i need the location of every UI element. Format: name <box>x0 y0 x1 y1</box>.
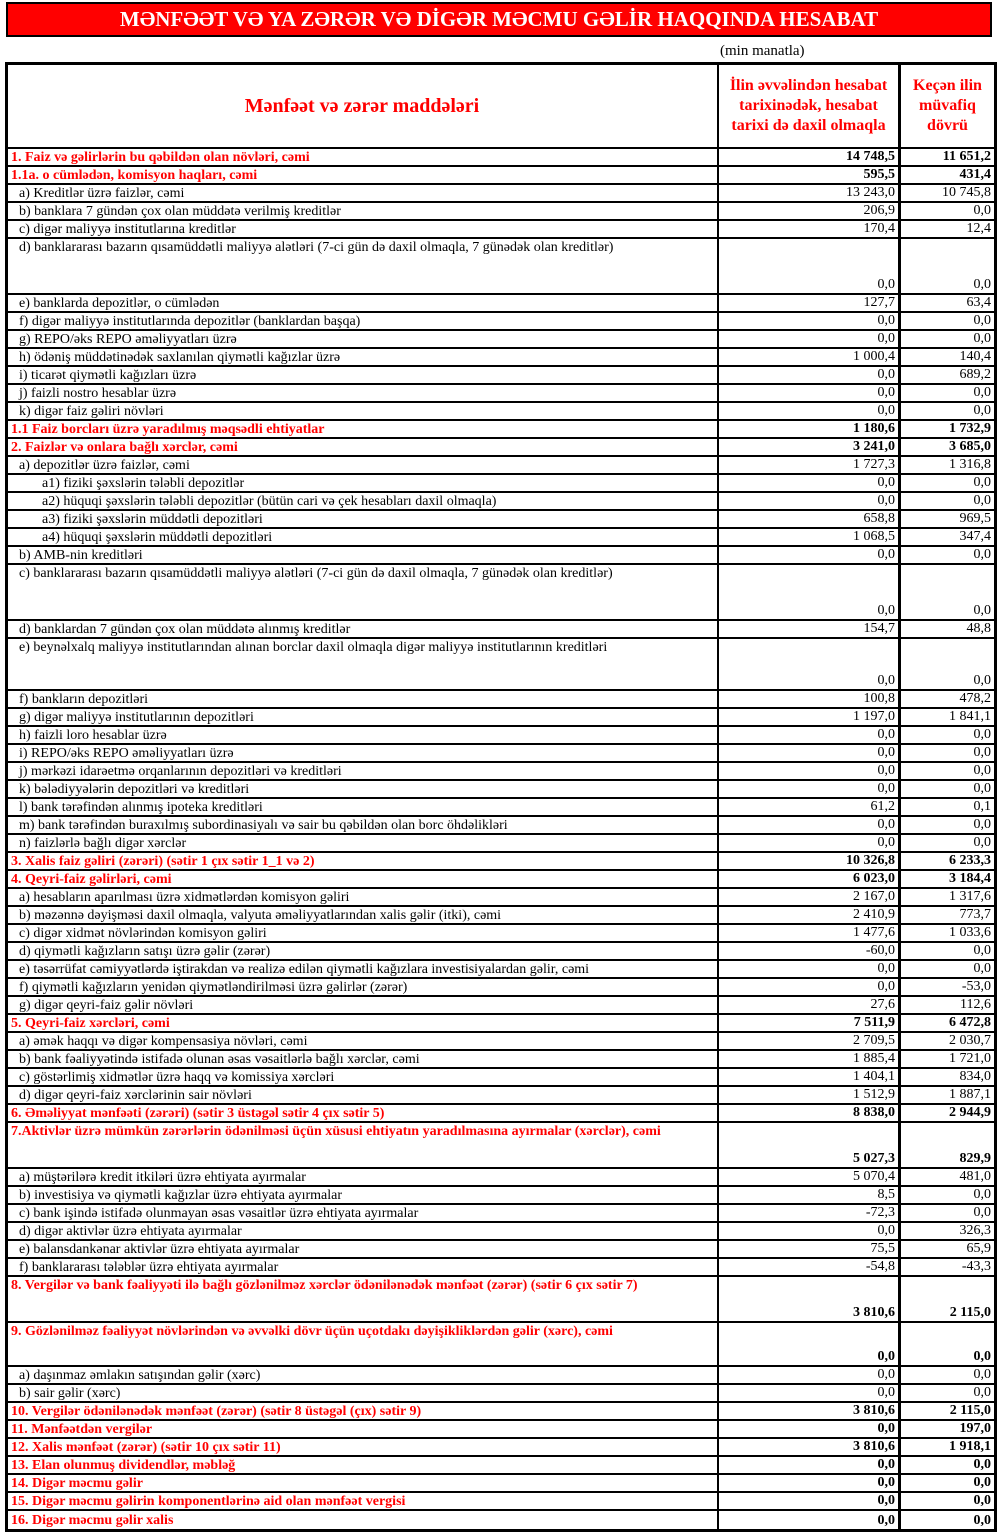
row-label: d) banklardan 7 gündən çox olan müddətə alınmış kreditlər <box>8 621 719 637</box>
table-row <box>8 979 994 997</box>
row-value-current: 1 404,1 <box>719 1069 901 1085</box>
table-row <box>8 1457 994 1475</box>
row-value-prior: 0,0 <box>973 835 991 850</box>
row-label: 11. Mənfəətdən vergilər <box>8 1421 719 1437</box>
row-label: g) REPO/əks REPO əməliyyatları üzrə <box>8 331 719 347</box>
row-value-current: 1 180,6 <box>719 421 901 437</box>
row-label: 5. Qeyri-faiz xərcləri, cəmi <box>8 1015 719 1031</box>
table-row <box>8 403 994 421</box>
row-value-prior: 0,0 <box>973 475 991 490</box>
table-row <box>8 203 994 221</box>
row-value-prior: 3 184,4 <box>949 871 991 886</box>
row-label: 14. Digər məcmu gəlir <box>8 1475 719 1491</box>
table-row <box>8 421 994 439</box>
row-value-current: 3 810,6 <box>719 1439 901 1455</box>
row-value-prior: 0,0 <box>973 1513 991 1528</box>
row-value-current: 1 000,4 <box>719 349 901 365</box>
row-value-current: -54,8 <box>719 1259 901 1275</box>
row-label: f) bankların depozitləri <box>8 691 719 707</box>
table-row <box>8 817 994 835</box>
row-label: 1. Faiz və gəlirlərin bu qəbildən olan növləri, cəmi <box>8 149 719 165</box>
table-row <box>8 1087 994 1105</box>
row-label: 4. Qeyri-faiz gəlirləri, cəmi <box>8 871 719 887</box>
row-value-current: 0,0 <box>719 1457 901 1473</box>
row-label: d) digər qeyri-faiz xərclərinin sair növləri <box>8 1087 719 1103</box>
row-value-current: 13 243,0 <box>719 185 901 201</box>
table-row <box>8 853 994 871</box>
row-label: k) bələdiyyələrin depozitləri və kreditləri <box>8 781 719 797</box>
row-value-current: 27,6 <box>719 997 901 1013</box>
row-value-prior: 0,0 <box>973 331 991 346</box>
row-label: j) mərkəzi idarəetmə orqanlarının depozitləri və kreditləri <box>8 763 719 779</box>
row-label: d) banklararası bazarın qısamüddətli maliyyə alətləri (7-ci gün də daxil olmaqla, 7 günədək olan kreditlər) <box>8 239 719 293</box>
row-value-current: 170,4 <box>719 221 901 237</box>
row-value-current: 2 709,5 <box>719 1033 901 1049</box>
header-prior-period-column: Keçən ilin müvafiq dövrü <box>913 77 982 134</box>
row-label: c) banklararası bazarın qısamüddətli maliyyə alətləri (7-ci gün də daxil olmaqla, 7 günədək olan kreditlər) <box>8 565 719 619</box>
header-items-column: Mənfəət və zərər maddələri <box>8 65 719 147</box>
row-label: h) faizli loro hesablar üzrə <box>8 727 719 743</box>
row-value-current: 1 727,3 <box>719 457 901 473</box>
row-label: b) sair gəlir (xərc) <box>8 1385 719 1401</box>
row-value-prior: 829,9 <box>959 1151 991 1166</box>
row-label: e) beynəlxalq maliyyə institutlarından alınan borclar daxil olmaqla digər maliyyə institutlarının kreditləri <box>8 639 719 689</box>
row-label: e) təsərrüfat cəmiyyətlərdə iştirakdan və realizə edilən qiymətli kağızlara investisiyalardan gəlir, cəmi <box>8 961 719 977</box>
row-label: c) digər xidmət növlərindən komisyon gəliri <box>8 925 719 941</box>
row-label: 9. Gözlənilməz fəaliyyət növlərindən və əvvəlki dövr üçün uçotdakı dəyişikliklərdən gəlir (xərc), cəmi <box>8 1323 719 1365</box>
row-label: c) göstərlimiş xidmətlər üzrə haqq və komissiya xərcləri <box>8 1069 719 1085</box>
table-row <box>8 943 994 961</box>
row-value-prior: 2 030,7 <box>949 1033 991 1048</box>
table-row <box>8 167 994 185</box>
row-label: m) bank tərəfindən buraxılmış subordinasiyalı və sair bu qəbildən olan borc öhdəlikləri <box>8 817 719 833</box>
row-value-prior: 1 841,1 <box>949 709 991 724</box>
row-value-prior: 0,0 <box>973 385 991 400</box>
row-value-prior: 834,0 <box>959 1069 991 1084</box>
row-value-prior: 0,1 <box>973 799 991 814</box>
row-label: k) digər faiz gəliri növləri <box>8 403 719 419</box>
row-value-current: 3 241,0 <box>719 439 901 455</box>
table-row <box>8 781 994 799</box>
row-value-current: 100,8 <box>719 691 901 707</box>
report-title-bar <box>6 2 992 37</box>
row-value-prior: 2 944,9 <box>949 1105 991 1120</box>
table-row <box>8 907 994 925</box>
table-row <box>8 799 994 817</box>
row-label: 8. Vergilər və bank fəaliyyəti ilə bağlı gözlənilməz xərclər ödənilənədək mənfəət (zərər) (sətir 6 çıx sətir 7) <box>8 1277 719 1321</box>
row-value-current: 595,5 <box>719 167 901 183</box>
row-value-current: 3 810,6 <box>719 1403 901 1419</box>
table-row <box>8 621 994 639</box>
row-value-current: 0,0 <box>719 493 901 509</box>
row-value-current: 0,0 <box>719 727 901 743</box>
row-value-prior: 2 115,0 <box>949 1305 991 1320</box>
table-row <box>8 1205 994 1223</box>
table-row <box>8 835 994 853</box>
row-value-prior: 347,4 <box>959 529 991 544</box>
row-value-current: 5 070,4 <box>719 1169 901 1185</box>
row-value-prior: 0,0 <box>973 1493 991 1508</box>
row-value-prior: 48,8 <box>966 621 991 636</box>
unit-note: (min manatla) <box>720 43 805 59</box>
row-label: i) REPO/əks REPO əməliyyatları üzrə <box>8 745 719 761</box>
table-row <box>8 1187 994 1205</box>
row-value-prior: 0,0 <box>973 603 991 618</box>
table-row <box>8 239 994 295</box>
row-value-current: -72,3 <box>719 1205 901 1221</box>
row-value-prior: 11 651,2 <box>942 149 991 164</box>
row-value-current: 0,0 <box>719 639 901 689</box>
table-row <box>8 1403 994 1421</box>
row-value-current: -60,0 <box>719 943 901 959</box>
table-row <box>8 1367 994 1385</box>
table-row <box>8 925 994 943</box>
row-value-prior: 0,0 <box>973 1385 991 1400</box>
row-value-current: 8,5 <box>719 1187 901 1203</box>
row-label: g) digər qeyri-faiz gəlir növləri <box>8 997 719 1013</box>
table-row <box>8 1105 994 1123</box>
row-value-prior: 0,0 <box>973 961 991 976</box>
row-value-prior: 0,0 <box>973 403 991 418</box>
row-value-prior: 0,0 <box>973 1187 991 1202</box>
row-value-current: 0,0 <box>719 961 901 977</box>
row-label: 1.1a. o cümlədən, komisyon haqları, cəmi <box>8 167 719 183</box>
row-label: a) depozitlər üzrə faizlər, cəmi <box>8 457 719 473</box>
row-value-prior: 63,4 <box>966 295 991 310</box>
row-label: a1) fiziki şəxslərin tələbli depozitlər <box>8 475 719 491</box>
row-value-prior: 1 887,1 <box>949 1087 991 1102</box>
row-label: a3) fiziki şəxslərin müddətli depozitləri <box>8 511 719 527</box>
row-value-prior: 0,0 <box>973 1367 991 1382</box>
row-value-current: 0,0 <box>719 1367 901 1383</box>
table-row <box>8 871 994 889</box>
row-value-current: 61,2 <box>719 799 901 815</box>
row-value-prior: 1 721,0 <box>949 1051 991 1066</box>
row-value-current: 0,0 <box>719 403 901 419</box>
row-value-prior: 197,0 <box>959 1421 991 1436</box>
row-value-current: 1 477,6 <box>719 925 901 941</box>
row-value-current: 0,0 <box>719 979 901 995</box>
table-row <box>8 1069 994 1087</box>
table-row <box>8 709 994 727</box>
row-value-current: 0,0 <box>719 1475 901 1491</box>
table-row <box>8 349 994 367</box>
table-row <box>8 997 994 1015</box>
row-label: a) əmək haqqı və digər kompensasiya növləri, cəmi <box>8 1033 719 1049</box>
row-label: a4) hüquqi şəxslərin müddətli depozitləri <box>8 529 719 545</box>
row-value-prior: 0,0 <box>973 673 991 688</box>
row-value-prior: 0,0 <box>973 763 991 778</box>
row-label: n) faizlərlə bağlı digər xərclər <box>8 835 719 851</box>
row-value-current: 0,0 <box>719 1421 901 1437</box>
row-label: 2. Faizlər və onlara bağlı xərclər, cəmi <box>8 439 719 455</box>
row-value-prior: 969,5 <box>959 511 991 526</box>
table-header-row <box>8 65 994 149</box>
table-row <box>8 1241 994 1259</box>
row-value-prior: 12,4 <box>966 221 991 236</box>
row-value-current: 0,0 <box>719 313 901 329</box>
row-value-current: 1 068,5 <box>719 529 901 545</box>
row-value-current: 14 748,5 <box>719 149 901 165</box>
row-value-prior: 0,0 <box>973 1457 991 1472</box>
row-label: b) banklara 7 gündən çox olan müddətə verilmiş kreditlər <box>8 203 719 219</box>
row-label: b) bank fəaliyyətində istifadə olunan əsas vəsaitlərlə bağlı xərclər, cəmi <box>8 1051 719 1067</box>
table-row <box>8 385 994 403</box>
table-row <box>8 1051 994 1069</box>
row-label: a) daşınmaz əmlakın satışından gəlir (xərc) <box>8 1367 719 1383</box>
table-row <box>8 1439 994 1457</box>
row-value-prior: 140,4 <box>959 349 991 364</box>
row-value-prior: -43,3 <box>961 1259 991 1274</box>
row-value-prior: 2 115,0 <box>949 1403 991 1418</box>
table-row <box>8 763 994 781</box>
table-row <box>8 1385 994 1403</box>
row-label: j) faizli nostro hesablar üzrə <box>8 385 719 401</box>
table-row <box>8 475 994 493</box>
table-row <box>8 439 994 457</box>
table-row <box>8 511 994 529</box>
table-row <box>8 331 994 349</box>
row-value-current: 0,0 <box>719 1493 901 1509</box>
row-value-current: 206,9 <box>719 203 901 219</box>
row-value-prior: 65,9 <box>966 1241 991 1256</box>
row-value-current: 1 885,4 <box>719 1051 901 1067</box>
table-row <box>8 1277 994 1323</box>
row-value-current: 5 027,3 <box>719 1123 901 1167</box>
row-value-current: 0,0 <box>719 385 901 401</box>
row-value-prior: 1 033,6 <box>949 925 991 940</box>
table-row <box>8 457 994 475</box>
row-label: f) digər maliyyə institutlarında depozitlər (banklardan başqa) <box>8 313 719 329</box>
table-row <box>8 529 994 547</box>
row-value-current: 0,0 <box>719 781 901 797</box>
row-label: 6. Əməliyyat mənfəəti (zərəri) (sətir 3 üstəgəl sətir 4 çıx sətir 5) <box>8 1105 719 1121</box>
row-value-prior: 3 685,0 <box>949 439 991 454</box>
row-label: 15. Digər məcmu gəlirin komponentlərinə aid olan mənfəət vergisi <box>8 1493 719 1509</box>
row-value-prior: 0,0 <box>973 727 991 742</box>
row-label: l) bank tərəfindən alınmış ipoteka kreditləri <box>8 799 719 815</box>
row-value-current: 0,0 <box>719 1323 901 1365</box>
row-label: d) qiymətli kağızların satışı üzrə gəlir (zərər) <box>8 943 719 959</box>
row-value-prior: 689,2 <box>959 367 991 382</box>
table-row <box>8 367 994 385</box>
row-label: 10. Vergilər ödənilənədək mənfəət (zərər) (sətir 8 üstəgəl (çıx) sətir 9) <box>8 1403 719 1419</box>
row-value-current: 0,0 <box>719 763 901 779</box>
row-value-prior: 0,0 <box>973 817 991 832</box>
row-value-prior: 1 732,9 <box>949 421 991 436</box>
table-row <box>8 1223 994 1241</box>
table-row <box>8 889 994 907</box>
row-label: a) müştərilərə kredit itkiləri üzrə ehtiyata ayırmalar <box>8 1169 719 1185</box>
row-value-current: 1 512,9 <box>719 1087 901 1103</box>
row-value-prior: 0,0 <box>973 1205 991 1220</box>
table-row <box>8 1015 994 1033</box>
row-value-current: 0,0 <box>719 817 901 833</box>
row-label: e) banklarda depozitlər, o cümlədən <box>8 295 719 311</box>
row-value-current: 154,7 <box>719 621 901 637</box>
row-value-prior: 0,0 <box>973 493 991 508</box>
table-row <box>8 547 994 565</box>
row-value-prior: 0,0 <box>973 277 991 292</box>
row-value-prior: 773,7 <box>959 907 991 922</box>
row-label: b) məzənnə dəyişməsi daxil olmaqla, valyuta əməliyyatlarından xalis gəlir (itki), cəmi <box>8 907 719 923</box>
row-label: d) digər aktivlər üzrə ehtiyata ayırmalar <box>8 1223 719 1239</box>
table-row <box>8 1323 994 1367</box>
row-label: 12. Xalis mənfəət (zərər) (sətir 10 çıx sətir 11) <box>8 1439 719 1455</box>
table-row <box>8 295 994 313</box>
row-value-prior: 1 317,6 <box>949 889 991 904</box>
row-label: i) ticarət qiymətli kağızları üzrə <box>8 367 719 383</box>
row-label: g) digər maliyyə institutlarının depozitləri <box>8 709 719 725</box>
row-value-current: 127,7 <box>719 295 901 311</box>
row-value-prior: 0,0 <box>973 943 991 958</box>
row-value-prior: 478,2 <box>959 691 991 706</box>
row-label: 3. Xalis faiz gəliri (zərəri) (sətir 1 çıx sətir 1_1 və 2) <box>8 853 719 869</box>
row-label: f) banklararası tələblər üzrə ehtiyata ayırmalar <box>8 1259 719 1275</box>
row-value-prior: 326,3 <box>959 1223 991 1238</box>
row-label: 16. Digər məcmu gəlir xalis <box>8 1511 719 1529</box>
row-label: a) hesabların aparılması üzrə xidmətlərdən komisyon gəliri <box>8 889 719 905</box>
table-row <box>8 691 994 709</box>
table-row <box>8 745 994 763</box>
table-row <box>8 727 994 745</box>
row-value-current: 1 197,0 <box>719 709 901 725</box>
row-value-prior: 0,0 <box>973 1475 991 1490</box>
row-value-prior: 6 233,3 <box>949 853 991 868</box>
table-row <box>8 1169 994 1187</box>
table-row <box>8 1033 994 1051</box>
table-row <box>8 493 994 511</box>
row-label: a2) hüquqi şəxslərin tələbli depozitlər (bütün cari və çek hesabları daxil olmaqla) <box>8 493 719 509</box>
row-label: 13. Elan olunmuş dividendlər, məbləğ <box>8 1457 719 1473</box>
row-value-prior: 0,0 <box>973 203 991 218</box>
table-row <box>8 961 994 979</box>
row-value-prior: 0,0 <box>973 745 991 760</box>
report-table <box>5 62 997 1532</box>
row-value-prior: 481,0 <box>959 1169 991 1184</box>
table-row <box>8 1475 994 1493</box>
row-label: e) balansdankənar aktivlər üzrə ehtiyata ayırmalar <box>8 1241 719 1257</box>
table-row <box>8 1259 994 1277</box>
row-value-current: 0,0 <box>719 547 901 563</box>
row-value-prior: 0,0 <box>973 547 991 562</box>
table-row <box>8 1493 994 1511</box>
table-row <box>8 1123 994 1169</box>
row-value-current: 2 410,9 <box>719 907 901 923</box>
table-row <box>8 313 994 331</box>
row-label: b) investisiya və qiymətli kağızlar üzrə ehtiyata ayırmalar <box>8 1187 719 1203</box>
row-value-prior: -53,0 <box>961 979 991 994</box>
row-label: f) qiymətli kağızların yenidən qiymətləndirilməsi üzrə gəlirlər (zərər) <box>8 979 719 995</box>
row-value-prior: 431,4 <box>959 167 991 182</box>
row-value-current: 3 810,6 <box>719 1277 901 1321</box>
table-row <box>8 1421 994 1439</box>
row-label: h) ödəniş müddətinədək saxlanılan qiymətli kağızlar üzrə <box>8 349 719 365</box>
row-value-current: 7 511,9 <box>719 1015 901 1031</box>
report-title: MƏNFƏƏT VƏ YA ZƏRƏR VƏ DİGƏR MƏCMU GƏLİR HAQQINDA HESABAT <box>119 7 879 31</box>
row-value-prior: 0,0 <box>973 313 991 328</box>
table-row <box>8 185 994 203</box>
row-label: 7.Aktivlər üzrə mümkün zərərlərin ödənilməsi üçün xüsusi ehtiyatın yaradılmasına ayırmalar (xərclər), cəmi <box>8 1123 719 1167</box>
row-value-current: 658,8 <box>719 511 901 527</box>
table-row <box>8 149 994 167</box>
row-value-current: 0,0 <box>719 239 901 293</box>
header-current-period-column: İlin əvvəlindən hesabat tarixinədək, hesabat tarixi də daxil olmaqla <box>719 65 901 147</box>
row-value-prior: 112,6 <box>960 997 991 1012</box>
row-value-current: 0,0 <box>719 835 901 851</box>
row-value-current: 0,0 <box>719 1511 901 1529</box>
row-label: c) bank işində istifadə olunmayan əsas vəsaitlər üzrə ehtiyata ayırmalar <box>8 1205 719 1221</box>
row-value-prior: 0,0 <box>973 1349 991 1364</box>
row-value-current: 0,0 <box>719 1223 901 1239</box>
table-row <box>8 221 994 239</box>
table-row <box>8 1511 994 1529</box>
row-value-prior: 1 316,8 <box>949 457 991 472</box>
row-value-current: 0,0 <box>719 331 901 347</box>
row-value-current: 0,0 <box>719 565 901 619</box>
row-value-current: 0,0 <box>719 367 901 383</box>
row-value-current: 0,0 <box>719 475 901 491</box>
row-label: a) Kreditlər üzrə faizlər, cəmi <box>8 185 719 201</box>
row-label: 1.1 Faiz borcları üzrə yaradılmış məqsədli ehtiyatlar <box>8 421 719 437</box>
row-value-current: 75,5 <box>719 1241 901 1257</box>
row-label: b) AMB-nin kreditləri <box>8 547 719 563</box>
row-value-prior: 6 472,8 <box>949 1015 991 1030</box>
table-row <box>8 639 994 691</box>
row-value-current: 8 838,0 <box>719 1105 901 1121</box>
table-row <box>8 565 994 621</box>
row-label: c) digər maliyyə institutlarına kreditlər <box>8 221 719 237</box>
row-value-prior: 0,0 <box>973 781 991 796</box>
row-value-current: 0,0 <box>719 745 901 761</box>
row-value-current: 2 167,0 <box>719 889 901 905</box>
row-value-current: 0,0 <box>719 1385 901 1401</box>
row-value-current: 6 023,0 <box>719 871 901 887</box>
row-value-prior: 1 918,1 <box>949 1439 991 1454</box>
row-value-prior: 10 745,8 <box>942 185 991 200</box>
row-value-current: 10 326,8 <box>719 853 901 869</box>
